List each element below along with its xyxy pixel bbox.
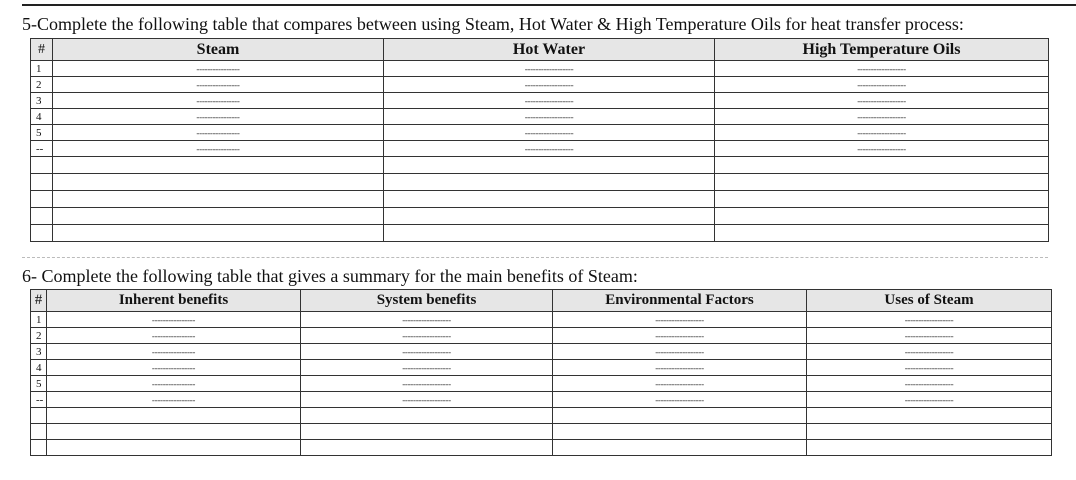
answer-blank[interactable]: ------------------ — [553, 376, 807, 392]
row-number — [31, 191, 53, 208]
table-row — [31, 344, 1052, 360]
answer-blank[interactable]: ------------------ — [715, 141, 1049, 157]
table-row — [31, 109, 1049, 125]
answer-blank[interactable]: ------------------ — [301, 360, 553, 376]
col-header-number: # — [31, 290, 47, 312]
answer-cell[interactable] — [384, 157, 715, 174]
answer-blank[interactable]: ------------------ — [553, 328, 807, 344]
answer-cell[interactable] — [301, 424, 553, 440]
empty-row — [31, 208, 1049, 225]
answer-blank[interactable]: ---------------- — [53, 61, 384, 77]
answer-blank[interactable]: ------------------ — [301, 328, 553, 344]
answer-cell[interactable] — [807, 424, 1052, 440]
answer-cell[interactable] — [553, 408, 807, 424]
table-header-row — [31, 39, 1049, 61]
answer-blank[interactable]: ------------------ — [807, 376, 1052, 392]
table-row — [31, 392, 1052, 408]
answer-cell[interactable] — [553, 424, 807, 440]
answer-blank[interactable]: ------------------ — [301, 344, 553, 360]
answer-blank[interactable]: ------------------ — [807, 360, 1052, 376]
answer-blank[interactable]: ------------------ — [553, 360, 807, 376]
answer-cell[interactable] — [715, 157, 1049, 174]
table-row — [31, 77, 1049, 93]
row-number — [31, 440, 47, 456]
answer-cell[interactable] — [47, 424, 301, 440]
empty-row — [31, 174, 1049, 191]
empty-row — [31, 157, 1049, 174]
answer-blank[interactable]: ------------------ — [715, 77, 1049, 93]
table-row — [31, 141, 1049, 157]
answer-blank[interactable]: ------------------ — [807, 344, 1052, 360]
answer-blank[interactable]: ------------------ — [384, 141, 715, 157]
col-header-steam: Steam — [53, 39, 384, 61]
answer-cell[interactable] — [807, 440, 1052, 456]
answer-blank[interactable]: ------------------ — [715, 109, 1049, 125]
answer-blank[interactable]: ------------------ — [384, 109, 715, 125]
answer-blank[interactable]: ------------------ — [715, 125, 1049, 141]
answer-cell[interactable] — [384, 208, 715, 225]
answer-cell[interactable] — [715, 208, 1049, 225]
answer-blank[interactable]: ---------------- — [53, 93, 384, 109]
answer-blank[interactable]: ---------------- — [47, 328, 301, 344]
table-row — [31, 312, 1052, 328]
answer-blank[interactable]: ------------------ — [715, 61, 1049, 77]
answer-blank[interactable]: ---------------- — [53, 141, 384, 157]
answer-cell[interactable] — [47, 408, 301, 424]
row-number — [31, 408, 47, 424]
answer-cell[interactable] — [53, 208, 384, 225]
question-5-title: 5-Complete the following table that compares between using Steam, Hot Water & High Temperature Oils for heat transfer process: — [22, 14, 964, 34]
answer-blank[interactable]: ---------------- — [47, 360, 301, 376]
answer-blank[interactable]: ---------------- — [53, 77, 384, 93]
answer-cell[interactable] — [384, 225, 715, 242]
table-row — [31, 125, 1049, 141]
empty-row — [31, 408, 1052, 424]
row-number: 1 — [31, 312, 47, 328]
answer-cell[interactable] — [301, 440, 553, 456]
answer-blank[interactable]: ------------------ — [553, 344, 807, 360]
answer-cell[interactable] — [807, 408, 1052, 424]
answer-cell[interactable] — [384, 191, 715, 208]
row-number: 3 — [31, 93, 53, 109]
row-number: 5 — [31, 376, 47, 392]
answer-blank[interactable]: ---------------- — [53, 109, 384, 125]
answer-blank[interactable]: ---------------- — [47, 376, 301, 392]
table-row — [31, 360, 1052, 376]
table-row — [31, 93, 1049, 109]
empty-row — [31, 225, 1049, 242]
answer-blank[interactable]: ---------------- — [47, 312, 301, 328]
answer-cell[interactable] — [715, 191, 1049, 208]
answer-cell[interactable] — [53, 225, 384, 242]
answer-cell[interactable] — [715, 174, 1049, 191]
answer-blank[interactable]: ------------------ — [807, 392, 1052, 408]
answer-cell[interactable] — [53, 157, 384, 174]
answer-blank[interactable]: ------------------ — [384, 93, 715, 109]
row-number — [31, 174, 53, 191]
col-header-system-benefits: System benefits — [301, 290, 553, 312]
row-number: 3 — [31, 344, 47, 360]
empty-row — [31, 191, 1049, 208]
row-number — [31, 424, 47, 440]
top-rule — [22, 4, 1076, 6]
row-number: -- — [31, 392, 47, 408]
answer-cell[interactable] — [47, 440, 301, 456]
answer-blank[interactable]: ------------------ — [301, 376, 553, 392]
answer-blank[interactable]: ------------------ — [715, 93, 1049, 109]
answer-blank[interactable]: ------------------ — [807, 312, 1052, 328]
table-row — [31, 328, 1052, 344]
answer-blank[interactable]: ------------------ — [384, 61, 715, 77]
answer-blank[interactable]: ---------------- — [47, 344, 301, 360]
row-number: 4 — [31, 360, 47, 376]
row-number — [31, 208, 53, 225]
answer-cell[interactable] — [53, 191, 384, 208]
answer-blank[interactable]: ---------------- — [47, 392, 301, 408]
question-6-title: 6- Complete the following table that gives a summary for the main benefits of Steam: — [22, 266, 638, 286]
col-header-high-temp-oils: High Temperature Oils — [715, 39, 1049, 61]
table-row — [31, 376, 1052, 392]
answer-cell[interactable] — [301, 408, 553, 424]
answer-blank[interactable]: ------------------ — [553, 312, 807, 328]
table-header-row — [31, 290, 1052, 312]
row-number: 4 — [31, 109, 53, 125]
row-number: 1 — [31, 61, 53, 77]
answer-blank[interactable]: ------------------ — [301, 312, 553, 328]
row-number: 5 — [31, 125, 53, 141]
answer-blank[interactable]: ------------------ — [807, 328, 1052, 344]
empty-row — [31, 424, 1052, 440]
answer-cell[interactable] — [553, 440, 807, 456]
row-number: -- — [31, 141, 53, 157]
table-row — [31, 61, 1049, 77]
row-number — [31, 225, 53, 242]
section-divider — [22, 257, 1048, 258]
col-header-inherent-benefits: Inherent benefits — [47, 290, 301, 312]
answer-blank[interactable]: ------------------ — [301, 392, 553, 408]
answer-blank[interactable]: ------------------ — [553, 392, 807, 408]
answer-blank[interactable]: ------------------ — [384, 125, 715, 141]
row-number: 2 — [31, 328, 47, 344]
col-header-hot-water: Hot Water — [384, 39, 715, 61]
empty-row — [31, 440, 1052, 456]
answer-blank[interactable]: ---------------- — [53, 125, 384, 141]
question-5-table — [30, 38, 1049, 242]
row-number — [31, 157, 53, 174]
answer-blank[interactable]: ------------------ — [384, 77, 715, 93]
col-header-number: # — [31, 39, 53, 61]
col-header-uses-of-steam: Uses of Steam — [807, 290, 1052, 312]
col-header-environmental-factors: Environmental Factors — [553, 290, 807, 312]
answer-cell[interactable] — [53, 174, 384, 191]
question-6-table — [30, 289, 1052, 456]
row-number: 2 — [31, 77, 53, 93]
answer-cell[interactable] — [715, 225, 1049, 242]
answer-cell[interactable] — [384, 174, 715, 191]
